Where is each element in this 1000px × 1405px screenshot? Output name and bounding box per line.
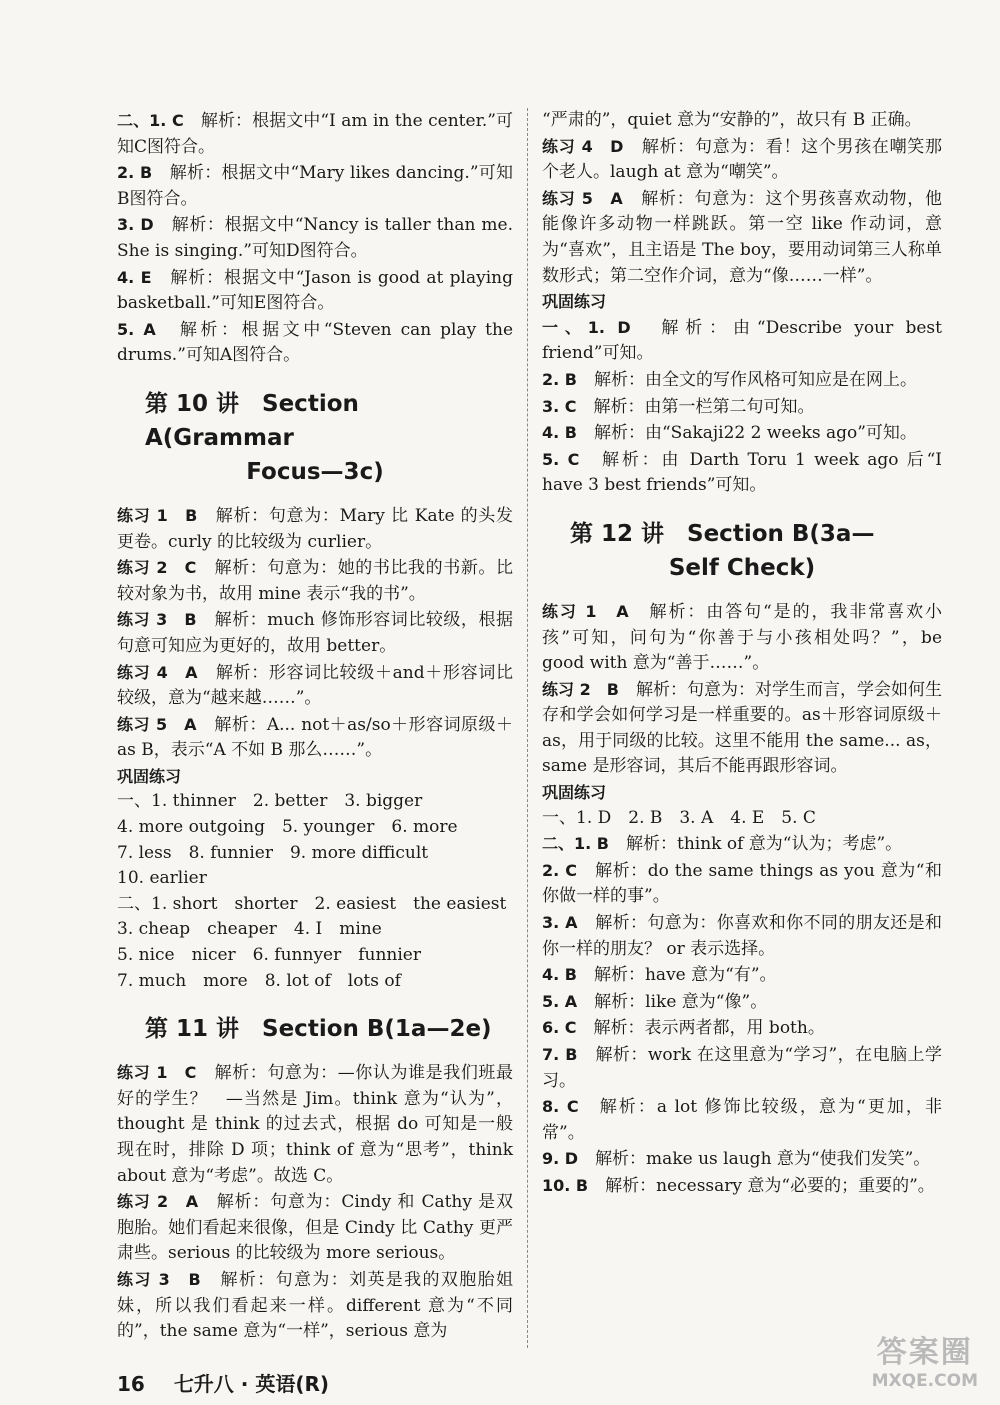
answer-item [117, 660, 513, 712]
answer-number: 4. B [542, 965, 577, 985]
answer-explanation: 解析：根据文中“I am in the center.”可知C图符合。 [117, 111, 513, 157]
answer-row: 一、1. thinner 2. better 3. bigger [117, 791, 423, 812]
lecture-12-exercises [542, 599, 942, 780]
page-footer [117, 1368, 351, 1397]
lecture-10-consolidate-rows [117, 789, 513, 994]
answer-item [117, 607, 513, 659]
answer-explanation: 解析：necessary 意为“必要的；重要的”。 [605, 1175, 935, 1196]
answer-explanation: 解析：句意为：—你认为谁是我们班最好的学生？ —当然是 Jim。think 意为“认为”，thought 是 think 的过去式，根据 do 可知是一般现在时，排除 D 项；think of 意为“思考”，think about 意为“考虑”。故选 C。 [117, 1063, 514, 1186]
watermark-logo [872, 1327, 978, 1391]
lecture-12-heading: 第 12 讲 Section B(3a— Self Check) [570, 520, 875, 581]
answer-row: 5. nice nicer 6. funnyer funnier [117, 945, 421, 966]
answer-item [542, 858, 942, 910]
answer-explanation: 解析：like 意为“像”。 [594, 991, 768, 1012]
answer-number: 一、1. D [542, 317, 631, 337]
answer-number: 4. B [542, 423, 577, 443]
answer-explanation: 解析：根据文中“Steven can play the drums.”可知A图符合。 [117, 319, 514, 366]
left-column [117, 108, 513, 1345]
answer-explanation: 解析：句意为：这个男孩喜欢动物，他能像许多动物一样跳跃。第一空 like 作动词，意为“喜欢”，且主语是 The boy，要用动词第三人称单数形式；第二空作介词，意为“像……一样”。 [542, 188, 943, 286]
answer-row: 7. much more 8. lot of lots of [117, 970, 401, 991]
answer-item [117, 160, 513, 212]
answer-item [117, 108, 513, 160]
answer-item [542, 447, 942, 499]
watermark-text: 答案圈 [876, 1335, 973, 1370]
answer-explanation: 解析：think of 意为“认为；考虑”。 [625, 834, 903, 855]
lecture-11-heading: 第 11 讲 Section B(1a—2e) [145, 1016, 492, 1043]
answer-row: 4. more outgoing 5. younger 6. more [117, 817, 458, 838]
answer-item [542, 367, 942, 394]
column-divider [527, 108, 528, 1348]
consolidate-heading: 巩固练习 [542, 783, 607, 803]
answer-number: 练习 2 C [117, 558, 197, 578]
answer-number: 9. D [542, 1149, 579, 1169]
answer-explanation: 解析：much 修饰形容词比较级，根据句意可知应为更好的，故用 better。 [117, 610, 513, 656]
answer-explanation: 解析：句意为：她的书比我的书新。比较对象为书，故用 mine 表示“我的书”。 [117, 558, 514, 604]
answer-number: 3. C [542, 396, 577, 416]
answer-number: 二、1. C [117, 111, 184, 130]
left-top-items [117, 108, 513, 369]
answer-item [542, 315, 942, 367]
answer-number: 练习 3 B [117, 610, 197, 630]
answer-item [542, 1173, 942, 1200]
answer-item [542, 1146, 942, 1173]
answer-explanation: 解析：句意为：你喜欢和你不同的朋友还是和你一样的朋友？ or 表示选择。 [542, 913, 943, 959]
answer-number: 练习 1 B [117, 505, 198, 525]
answer-row: 二、1. short shorter 2. easiest the easiest [117, 893, 507, 914]
answer-row: 10. earlier [117, 868, 207, 889]
answer-explanation: 解析：表示两者都，用 both。 [593, 1018, 825, 1039]
answer-number: 练习 1 A [542, 601, 629, 621]
answer-number: 2. B [117, 163, 153, 183]
answer-explanation: 解析：由 Darth Toru 1 week ago 后“I have 3 best friends”可知。 [542, 449, 942, 496]
answer-explanation: 解析：由“Sakaji22 2 weeks ago”可知。 [593, 423, 917, 444]
answer-explanation: 解析：句意为：Mary 比 Kate 的头发更卷。curly 的比较级为 curlier。 [117, 505, 513, 552]
answer-number: 3. D [117, 215, 154, 235]
answer-explanation: 解析：make us laugh 意为“使我们发笑”。 [595, 1149, 931, 1170]
answer-item [542, 677, 942, 780]
answer-number: 5. A [542, 991, 578, 1011]
answer-number: 5. A [117, 319, 156, 339]
lecture-10-heading: 第 10 讲 Section A(Grammar Focus—3c) [145, 390, 384, 485]
answer-item [117, 503, 513, 555]
answer-item [542, 962, 942, 989]
lecture-11-exercises-cont [542, 134, 942, 290]
answer-explanation: 解析：根据文中“Mary likes dancing.”可知B图符合。 [117, 163, 514, 209]
answer-number: 2. C [542, 860, 578, 880]
answer-number: 练习 2 B [542, 679, 619, 699]
answer-item [542, 1094, 942, 1146]
answer-explanation: 解析：形容词比较级＋and＋形容词比较级，意为“越来越……”。 [117, 662, 513, 709]
answer-number: 5. C [542, 449, 580, 469]
answer-explanation: 解析：句意为：看！这个男孩在嘲笑那个老人。laugh at 意为“嘲笑”。 [542, 136, 943, 183]
answer-explanation: 解析：根据文中“Jason is good at playing basketball.”可知E图符合。 [117, 267, 514, 314]
answer-number: 2. B [542, 369, 577, 389]
answer-number: 练习 5 A [117, 714, 197, 734]
answer-number: 10. B [542, 1175, 589, 1195]
answer-number: 3. A [542, 913, 578, 933]
answer-explanation: 解析：do the same things as you 意为“和你做一样的事”。 [542, 860, 943, 907]
answer-number: 8. C [542, 1097, 579, 1117]
continued-text: “严肃的”，quiet 意为“安静的”，故只有 B 正确。 [542, 110, 922, 130]
answer-number: 练习 4 A [117, 662, 198, 682]
answer-item [117, 212, 513, 264]
answer-number: 练习 3 B [117, 1269, 201, 1289]
answer-item [117, 712, 513, 764]
lecture-12-consolidate [542, 831, 942, 1199]
answer-item [542, 420, 942, 447]
watermark-url: MXQE.COM [871, 1371, 978, 1391]
answer-explanation: 解析：由全文的写作风格可知应是在网上。 [593, 369, 917, 390]
answer-explanation: 解析：由“Describe your best friend”可知。 [542, 317, 942, 364]
consolidate-heading: 巩固练习 [117, 766, 182, 786]
answer-item [117, 1267, 513, 1345]
answer-explanation: 解析：由答句“是的，我非常喜欢小孩”可知，问句为“你善于与小孩相处吗？”，be good with 意为“善于……”。 [542, 601, 942, 674]
answer-item [542, 186, 942, 289]
answer-item [542, 989, 942, 1016]
answer-row: 一、1. D 2. B 3. A 4. E 5. C [542, 807, 816, 828]
answer-item [117, 1189, 513, 1267]
answer-number: 4. E [117, 267, 152, 287]
book-title: 七升八 · 英语(R) [173, 1372, 330, 1396]
answer-item [542, 910, 942, 962]
answer-explanation: 解析：have 意为“有”。 [593, 965, 777, 986]
answer-number: 练习 2 A [117, 1192, 199, 1212]
lecture-11-consolidate [542, 315, 942, 499]
answer-item [542, 831, 942, 858]
page-number: 16 [117, 1372, 145, 1396]
answer-item [117, 317, 513, 369]
answer-number: 练习 4 D [542, 136, 624, 156]
answer-explanation: 解析：由第一栏第二句可知。 [593, 396, 815, 417]
lecture-11-exercises [117, 1060, 513, 1345]
answer-item [117, 1060, 513, 1189]
answer-number: 练习 1 C [117, 1063, 197, 1083]
answer-explanation: 解析：句意为：刘英是我的双胞胎姐妹，所以我们看起来一样。different 意为“不同的”，the same 意为“一样”，serious 意为 [117, 1269, 514, 1342]
lecture-10-exercises [117, 503, 513, 764]
answer-item [117, 555, 513, 607]
answer-item [117, 265, 513, 317]
answer-number: 6. C [542, 1018, 577, 1038]
consolidate-heading: 巩固练习 [542, 292, 607, 312]
answer-row: 7. less 8. funnier 9. more difficult [117, 842, 429, 863]
answer-number: 二、1. B [542, 834, 609, 854]
answer-explanation: 解析：根据文中“Nancy is taller than me. She is singing.”可知D图符合。 [117, 215, 514, 261]
answer-item [542, 1042, 942, 1094]
answer-row: 3. cheap cheaper 4. I mine [117, 919, 382, 940]
answer-item [542, 134, 942, 186]
answer-number: 练习 5 A [542, 188, 623, 208]
answer-number: 7. B [542, 1045, 578, 1064]
answer-item [542, 1015, 942, 1042]
answer-item [542, 394, 942, 421]
answer-item [542, 599, 942, 677]
answer-explanation: 解析：A... not＋as/so＋形容词原级＋as B，表示“A 不如 B 那么……”。 [117, 714, 514, 761]
answer-explanation: 解析：句意为：对学生而言，学会如何生存和学会如何学习是一样重要的。as＋形容词原级＋as，用于同级的比较。这里不能用 the same... as，same 是形容词，其后不能再跟形容词。 [542, 679, 943, 777]
answer-explanation: 解析：a lot 修饰比较级，意为“更加，非常”。 [542, 1097, 942, 1143]
answer-explanation: 解析：work 在这里意为“学习”，在电脑上学习。 [542, 1045, 943, 1091]
right-column [542, 108, 942, 1200]
answer-explanation: 解析：句意为：Cindy 和 Cathy 是双胞胎。她们看起来很像，但是 Cindy 比 Cathy 更严肃些。serious 的比较级为 more serious。 [117, 1192, 513, 1264]
